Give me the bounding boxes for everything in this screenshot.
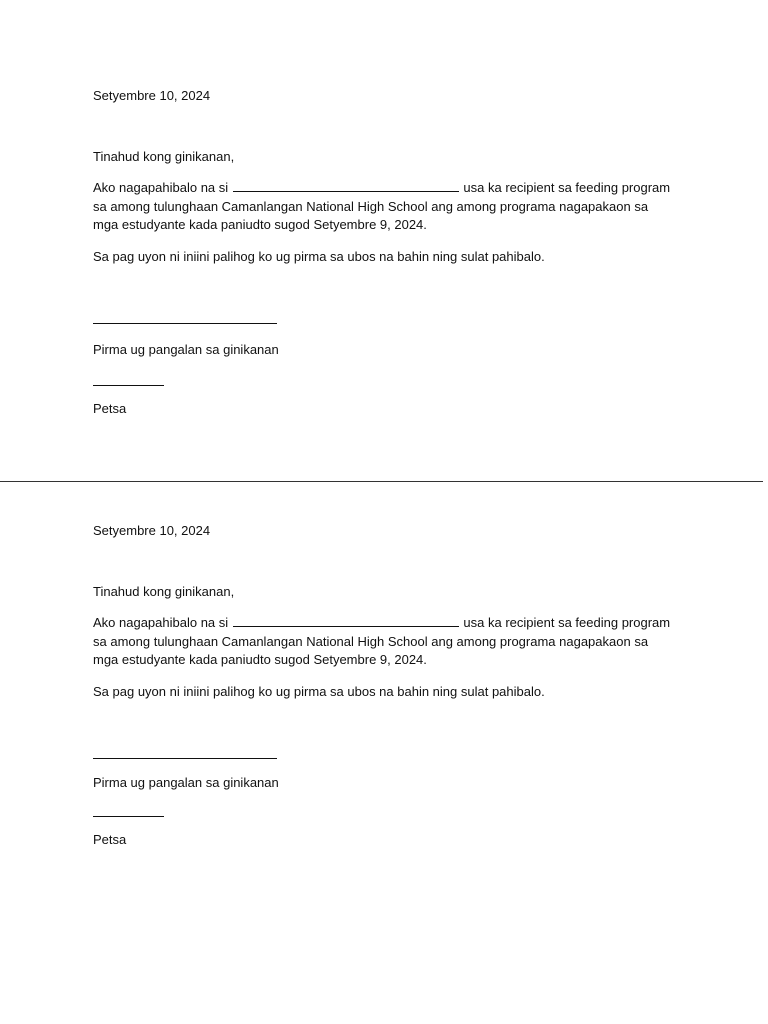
cut-line-divider xyxy=(0,481,763,482)
letter-date: Setyembre 10, 2024 xyxy=(93,88,211,103)
date-label: Petsa xyxy=(93,401,127,416)
date-label: Petsa xyxy=(93,832,127,847)
student-name-blank xyxy=(233,614,459,627)
signature-line xyxy=(93,323,277,324)
body-paragraph xyxy=(93,179,673,235)
body-text-start: Ako nagapahibalo na si xyxy=(93,615,229,630)
signature-label: Pirma ug pangalan sa ginikanan xyxy=(93,775,279,790)
salutation: Tinahud kong ginikanan, xyxy=(93,584,235,599)
date-line xyxy=(93,816,164,817)
request-paragraph: Sa pag uyon ni iniini palihog ko ug pirma sa ubos na bahin ning sulat pahibalo. xyxy=(93,684,545,699)
salutation: Tinahud kong ginikanan, xyxy=(93,149,235,164)
body-text-rest: usa ka recipient sa feeding program sa among tulunghaan Camanlangan National High School ang among programa nagapakaon sa mga estudyante kada paniudto sugod Setyembre 9, 2024. xyxy=(93,180,671,232)
request-paragraph: Sa pag uyon ni iniini palihog ko ug pirma sa ubos na bahin ning sulat pahibalo. xyxy=(93,249,545,264)
letter-date: Setyembre 10, 2024 xyxy=(93,523,211,538)
body-text-rest: usa ka recipient sa feeding program sa among tulunghaan Camanlangan National High School ang among programa nagapakaon sa mga estudyante kada paniudto sugod Setyembre 9, 2024. xyxy=(93,615,671,667)
body-text-start: Ako nagapahibalo na si xyxy=(93,180,229,195)
body-paragraph xyxy=(93,614,673,670)
signature-label: Pirma ug pangalan sa ginikanan xyxy=(93,342,279,357)
date-line xyxy=(93,385,164,386)
student-name-blank xyxy=(233,179,459,192)
signature-line xyxy=(93,758,277,759)
